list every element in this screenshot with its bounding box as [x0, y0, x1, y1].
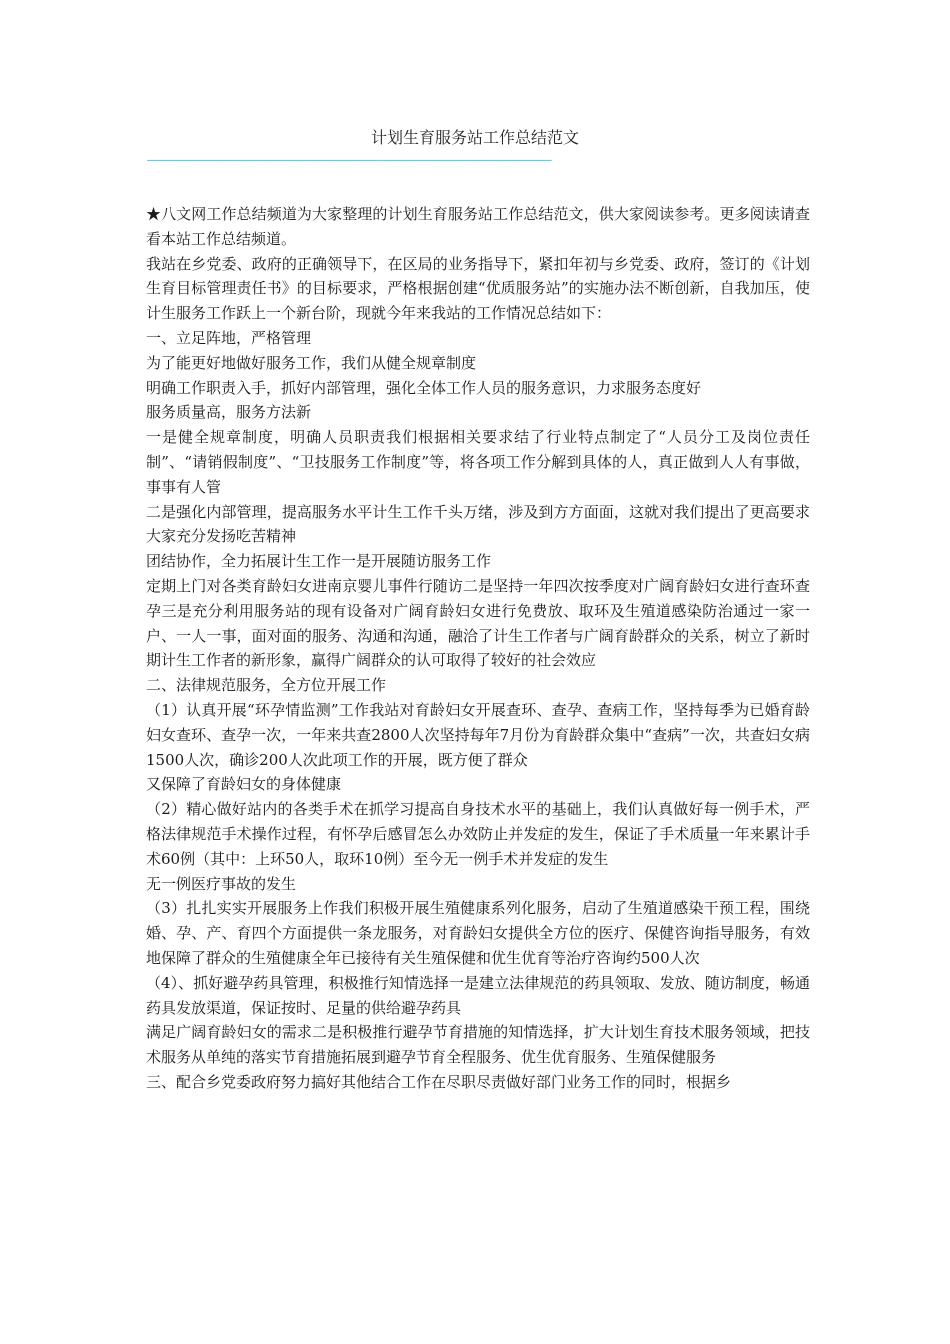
paragraph: （1）认真开展“环孕情监测”工作我站对育龄妇女开展查环、查孕、查病工作，坚持每季为已婚育龄妇女查环、查孕一次，一年来共查2800人次坚持每年7月份为育龄群众集中“查病”一次，共查妇女病1500人次，确诊200人次此项工作的开展，既方便了群众: [146, 700, 810, 769]
paragraph: 服务质量高，服务方法新: [146, 403, 312, 422]
document-body: [146, 202, 810, 1095]
paragraph: 定期上门对各类育龄妇女进南京婴儿事件行随访二是坚持一年四次按季度对广阔育龄妇女进行查环查孕三是充分利用服务站的现有设备对广阔育龄妇女进行免费放、取环及生殖道感染防治通过一家一户、一人一事，面对面的服务、沟通和沟通，融洽了计生工作者与广阔育龄群众的关系，树立了新时期计生工作者的新形象，赢得广阔群众的认可取得了较好的社会效应: [146, 576, 810, 670]
paragraph: 又保障了育龄妇女的身体健康: [146, 775, 342, 794]
paragraph: 无一例医疗事故的发生: [146, 874, 297, 893]
paragraph: （4）、抓好避孕药具管理，积极推行知情选择一是建立法律规范的药具领取、发放、随访制度，畅通药具发放渠道，保证按时、足量的供给避孕药具: [146, 973, 810, 1017]
section-heading: 二、法律规范服务，全方位开展工作: [146, 676, 387, 695]
paragraph: 团结协作，全力拓展计生工作一是开展随访服务工作: [146, 552, 492, 571]
section-heading: 一、立足阵地，严格管理: [146, 328, 312, 347]
section-heading: 三、配合乡党委政府努力搞好其他结合工作在尽职尽责做好部门业务工作的同时，根据乡: [146, 1072, 732, 1091]
paragraph: 为了能更好地做好服务工作，我们从健全规章制度: [146, 353, 477, 372]
paragraph: 二是强化内部管理，提高服务水平计生工作千头万绪，涉及到方方面面，这就对我们提出了更高要求大家充分发扬吃苦精神: [146, 502, 810, 546]
paragraph: 明确工作职责入手，抓好内部管理，强化全体工作人员的服务意识，力求服务态度好: [146, 378, 702, 397]
paragraph: （2）精心做好站内的各类手术在抓学习提高自身技术水平的基础上，我们认真做好每一例手术，严格法律规范手术操作过程，有怀孕后感冒怎么办效防止并发症的发生，保证了手术质量一年来累计手术60例（其中：上环50人，取环10例）至今无一例手术并发症的发生: [146, 800, 810, 868]
paragraph-intro: ★八文网工作总结频道为大家整理的计划生育服务站工作总结范文，供大家阅读参考。更多阅读请查看本站工作总结频道。: [146, 205, 810, 248]
document-title: 计划生育服务站工作总结范文: [370, 128, 579, 147]
paragraph: 一是健全规章制度，明确人员职责我们根据相关要求结了行业特点制定了“人员分工及岗位责任制”、“请销假制度”、“卫技服务工作制度”等，将各项工作分解到具体的人，真正做到人人有事做，事事有人管: [146, 428, 810, 496]
title-divider-rule: ——————————————————————————————————————————: [147, 150, 552, 169]
paragraph: 我站在乡党委、政府的正确领导下，在区局的业务指导下，紧扣年初与乡党委、政府，签订的《计划生育目标管理责任书》的目标要求，严格根据创建“优质服务站”的实施办法不断创新，自我加压，使计生服务工作跃上一个新台阶，现就今年来我站的工作情况总结如下：: [146, 254, 810, 323]
paragraph: 满足广阔育龄妇女的需求二是积极推行避孕节育措施的知情选择，扩大计划生育技术服务领域，把技术服务从单纯的落实节育措施拓展到避孕节育全程服务、优生优育服务、生殖保健服务: [146, 1023, 810, 1067]
paragraph: （3）扎扎实实开展服务上作我们积极开展生殖健康系列化服务，启动了生殖道感染干预工程，围绕婚、孕、产、育四个方面提供一条龙服务，对育龄妇女提供全方位的医疗、保健咨询指导服务，有效地保障了群众的生殖健康全年已接待有关生殖保健和优生优育等治疗咨询约500人次: [146, 899, 810, 967]
